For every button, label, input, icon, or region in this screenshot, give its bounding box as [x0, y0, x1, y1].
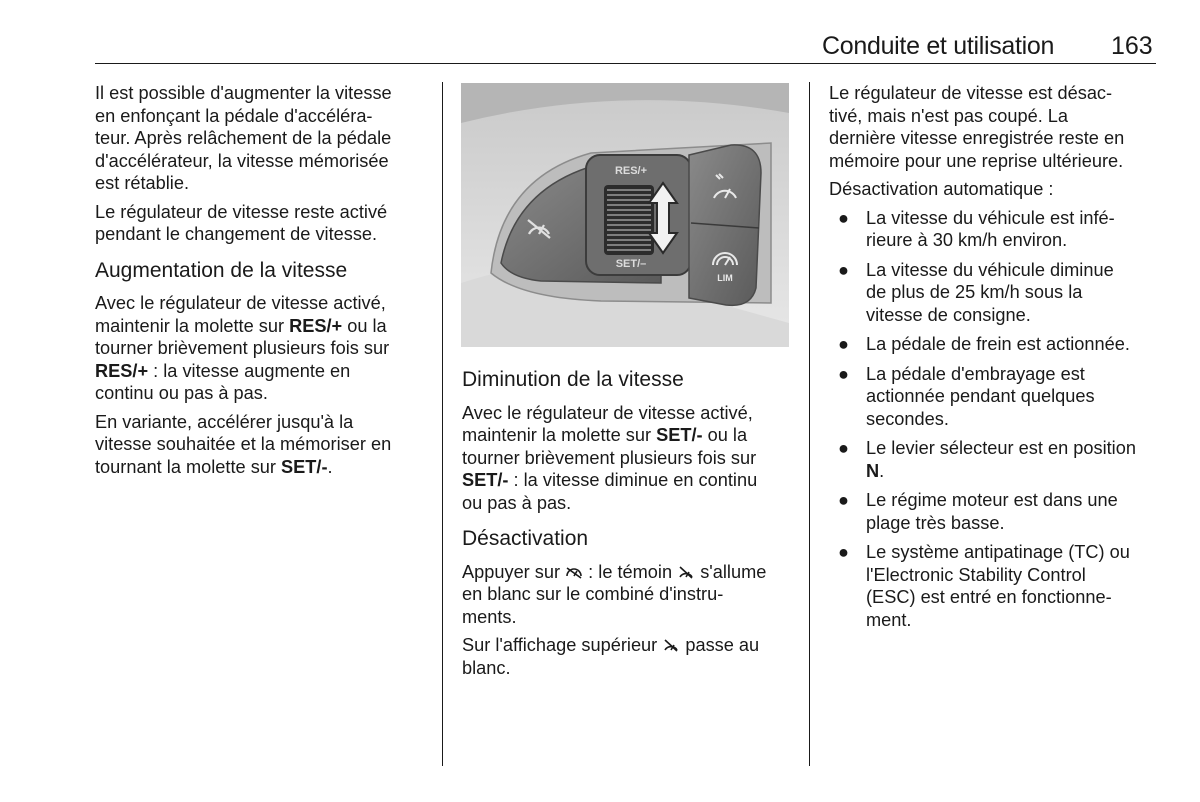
list-item: [829, 333, 1161, 356]
text-line: : la vitesse augmente en: [148, 360, 351, 381]
text-line: est rétablie.: [95, 173, 190, 193]
bullet-icon: ●: [838, 363, 849, 384]
cruise-warning-icon: [677, 564, 695, 580]
text-line: teur. Après relâchement de la pédale: [95, 128, 392, 148]
set-minus-label: SET/–: [615, 258, 647, 270]
control-label-set: SET/-: [462, 470, 509, 490]
lim-label: LIM: [717, 273, 733, 283]
bullet-icon: ●: [838, 334, 849, 354]
cruise-control-switch-figure: [461, 83, 789, 347]
text-line: Avec le régulateur de vitesse activé,: [462, 402, 753, 423]
text-line: blanc.: [462, 657, 511, 678]
text-line: vitesse souhaitée et la mémoriser en: [95, 434, 392, 454]
header-divider: [95, 63, 1156, 64]
text-line: Il est possible d'augmenter la vitesse: [95, 83, 392, 103]
text-line: tournant la molette sur: [95, 456, 282, 477]
column-1: [95, 82, 427, 484]
text-line: pendant le changement de vitesse.: [95, 224, 378, 244]
text-line: passe au: [680, 635, 760, 655]
text-line: l'Electronic Stability Control: [866, 564, 1086, 585]
control-label-res: RES/+: [95, 360, 149, 381]
cruise-warning-icon: [662, 637, 680, 653]
paragraph-auto-deactivation: Désactivation automatique :: [829, 179, 1054, 199]
text-line: : le témoin: [583, 561, 678, 582]
text-line: : la vitesse diminue en continu: [508, 470, 758, 490]
bullet-icon: ●: [838, 438, 849, 458]
text-line: ment.: [866, 609, 912, 630]
column-2: [462, 369, 794, 685]
text-line: tivé, mais n'est pas coupé. La: [829, 105, 1069, 126]
text-line: dernière vitesse enregistrée reste en: [829, 128, 1125, 148]
text-line: s'allume: [695, 561, 767, 582]
list-item: [829, 259, 1161, 327]
paragraph-decrease: [462, 402, 794, 515]
section-title: Conduite et utilisation: [822, 32, 1055, 60]
text-line: ments.: [462, 606, 517, 627]
text-line: Appuyer sur: [462, 561, 566, 582]
text-line: .: [879, 460, 885, 481]
steering-wheel-illustration: [461, 83, 789, 347]
heading-deactivation: Désactivation: [462, 527, 589, 550]
text-line: .: [327, 456, 333, 477]
column-3: [829, 82, 1161, 638]
column-divider-left: [442, 82, 443, 766]
text-line: d'accélérateur, la vitesse mémorisée: [95, 150, 389, 171]
text-line: vitesse de consigne.: [866, 304, 1031, 325]
text-line: La vitesse du véhicule est infé-: [866, 207, 1115, 228]
text-line: Le régulateur de vitesse reste activé: [95, 201, 388, 222]
text-line: (ESC) est entré en fonctionne-: [866, 587, 1112, 607]
list-item: [829, 437, 1161, 482]
text-line: Le levier sélecteur est en position: [866, 438, 1136, 458]
text-line: actionnée pendant quelques: [866, 386, 1095, 406]
text-line: Le système antipatinage (TC) ou: [866, 542, 1130, 562]
gear-position-label: N: [866, 460, 880, 481]
text-line: ou la: [342, 315, 387, 336]
column-divider-right: [809, 82, 810, 766]
paragraph-alternative: [95, 411, 427, 479]
text-line: de plus de 25 km/h sous la: [866, 282, 1083, 302]
list-item: [829, 207, 1161, 252]
text-line: tourner brièvement plusieurs fois sur: [95, 338, 390, 358]
text-line: Avec le régulateur de vitesse activé,: [95, 293, 386, 313]
text-line: Le régulateur de vitesse est désac-: [829, 83, 1113, 103]
res-plus-label: RES/+: [614, 165, 648, 177]
bullet-icon: ●: [838, 259, 849, 280]
bullet-icon: ●: [838, 207, 849, 228]
paragraph-accelerate: [95, 82, 427, 195]
paragraph-gear-change: [95, 201, 427, 246]
list-item: [829, 541, 1161, 631]
control-label-set: SET/-: [656, 425, 703, 445]
bullet-icon: ●: [838, 542, 849, 562]
paragraph-upper-display: [462, 634, 794, 679]
paragraph-increase: [95, 292, 427, 405]
text-line: La vitesse du véhicule diminue: [866, 259, 1114, 280]
heading-increase-speed: Augmentation de la vitesse: [95, 258, 348, 282]
bullet-icon: ●: [838, 490, 849, 510]
paragraph-deactivated: [829, 82, 1161, 172]
text-line: rieure à 30 km/h environ.: [866, 230, 1068, 250]
text-line: Sur l'affichage supérieur: [462, 635, 663, 655]
control-label-res: RES/+: [289, 315, 343, 336]
text-line: secondes.: [866, 408, 949, 429]
heading-decrease-speed: Diminution de la vitesse: [462, 368, 684, 391]
text-line: plage très basse.: [866, 512, 1005, 533]
text-line: La pédale d'embrayage est: [866, 363, 1085, 384]
text-line: continu ou pas à pas.: [95, 383, 268, 403]
text-line: en blanc sur le combiné d'instru-: [462, 584, 724, 604]
page-number: 163: [1111, 32, 1153, 60]
text-line: maintenir la molette sur: [462, 425, 657, 445]
text-line: en enfonçant la pédale d'accéléra-: [95, 105, 373, 126]
text-line: ou la: [702, 425, 748, 445]
control-label-set: SET/-: [281, 456, 328, 477]
text-line: mémoire pour une reprise ultérieure.: [829, 150, 1124, 171]
text-line: La pédale de frein est actionnée.: [866, 334, 1130, 354]
text-line: tourner brièvement plusieurs fois sur: [462, 447, 757, 468]
text-line: ou pas à pas.: [462, 492, 572, 513]
list-item: [829, 489, 1161, 534]
text-line: En variante, accélérer jusqu'à la: [95, 411, 354, 432]
text-line: maintenir la molette sur: [95, 315, 290, 336]
cruise-off-icon: [565, 564, 583, 580]
text-line: Le régime moteur est dans une: [866, 490, 1118, 510]
paragraph-deactivation: [462, 561, 794, 629]
list-item: [829, 363, 1161, 431]
deactivation-conditions-list: [829, 207, 1161, 632]
